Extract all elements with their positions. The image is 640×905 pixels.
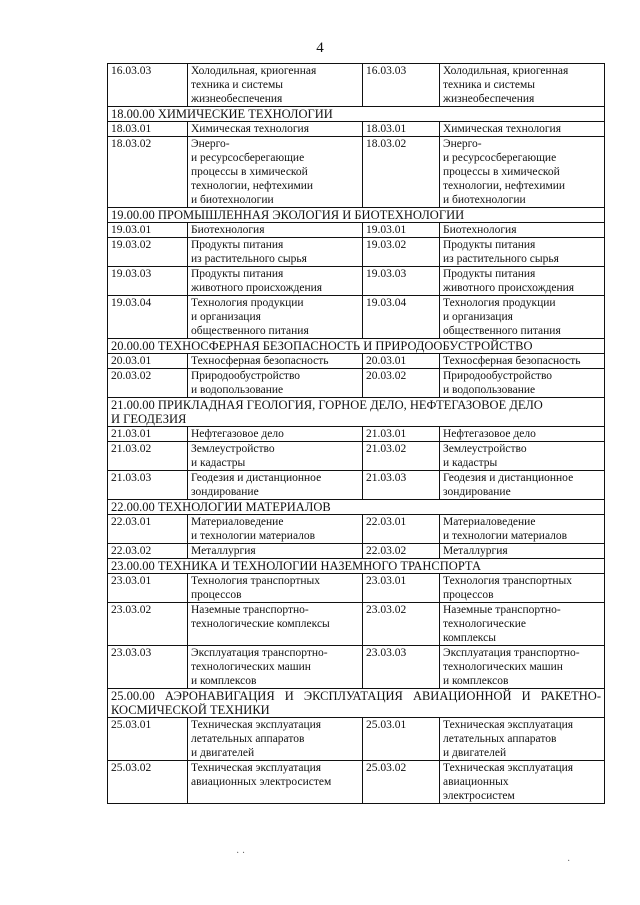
name-cell: Металлургия <box>440 544 605 559</box>
code-cell: 19.03.03 <box>108 267 188 296</box>
table-row <box>108 442 605 471</box>
code-cell: 20.03.01 <box>363 354 440 369</box>
code-cell: 16.03.03 <box>363 64 440 107</box>
code-cell: 21.03.02 <box>363 442 440 471</box>
name-cell: Техническая эксплуатация летательных аппаратов и двигателей <box>440 718 605 761</box>
group-heading-row <box>108 208 605 223</box>
code-cell: 22.03.02 <box>363 544 440 559</box>
name-cell: Техносферная безопасность <box>440 354 605 369</box>
group-heading: 20.00.00 ТЕХНОСФЕРНАЯ БЕЗОПАСНОСТЬ И ПРИРОДООБУСТРОЙСТВО <box>108 339 605 354</box>
group-heading-row <box>108 689 605 718</box>
code-cell: 23.03.01 <box>363 574 440 603</box>
name-cell: Наземные транспортно- технологические комплексы <box>188 603 363 646</box>
code-cell: 23.03.03 <box>363 646 440 689</box>
group-heading-row <box>108 398 605 427</box>
code-cell: 21.03.02 <box>108 442 188 471</box>
name-cell: Природообустройство и водопользование <box>440 369 605 398</box>
name-cell: Эксплуатация транспортно- технологических машин и комплексов <box>440 646 605 689</box>
name-cell: Техносферная безопасность <box>188 354 363 369</box>
table-row <box>108 603 605 646</box>
table-row <box>108 369 605 398</box>
code-cell: 25.03.01 <box>108 718 188 761</box>
code-cell: 18.03.02 <box>108 137 188 208</box>
code-cell: 19.03.01 <box>363 223 440 238</box>
table-row <box>108 515 605 544</box>
code-cell: 25.03.01 <box>363 718 440 761</box>
name-cell: Холодильная, криогенная техника и системы жизнеобеспечения <box>440 64 605 107</box>
name-cell: Материаловедение и технологии материалов <box>188 515 363 544</box>
table-row <box>108 122 605 137</box>
table-row <box>108 427 605 442</box>
code-cell: 25.03.02 <box>363 761 440 804</box>
name-cell: Энерго- и ресурсосберегающие процессы в химической технологии, нефтехимии и биотехнологии <box>440 137 605 208</box>
table-row <box>108 354 605 369</box>
code-cell: 16.03.03 <box>108 64 188 107</box>
name-cell: Продукты питания животного происхождения <box>188 267 363 296</box>
name-cell: Геодезия и дистанционное зондирование <box>440 471 605 500</box>
table-row <box>108 646 605 689</box>
name-cell: Химическая технология <box>188 122 363 137</box>
code-cell: 23.03.02 <box>108 603 188 646</box>
code-cell: 25.03.02 <box>108 761 188 804</box>
name-cell: Технология транспортных процессов <box>188 574 363 603</box>
group-heading: 23.00.00 ТЕХНИКА И ТЕХНОЛОГИИ НАЗЕМНОГО ТРАНСПОРТА <box>108 559 605 574</box>
group-heading: 19.00.00 ПРОМЫШЛЕННАЯ ЭКОЛОГИЯ И БИОТЕХНОЛОГИИ <box>108 208 605 223</box>
table-row <box>108 296 605 339</box>
code-cell: 18.03.01 <box>108 122 188 137</box>
code-cell: 21.03.01 <box>108 427 188 442</box>
scan-speck: · · <box>236 848 246 859</box>
code-cell: 19.03.01 <box>108 223 188 238</box>
name-cell: Наземные транспортно- технологические комплексы <box>440 603 605 646</box>
group-heading-row <box>108 559 605 574</box>
code-cell: 18.03.01 <box>363 122 440 137</box>
table-row <box>108 238 605 267</box>
table-row <box>108 471 605 500</box>
code-cell: 19.03.02 <box>108 238 188 267</box>
name-cell: Технология продукции и организация общественного питания <box>440 296 605 339</box>
name-cell: Материаловедение и технологии материалов <box>440 515 605 544</box>
page-number: 4 <box>316 40 324 56</box>
name-cell: Продукты питания из растительного сырья <box>440 238 605 267</box>
group-heading: 18.00.00 ХИМИЧЕСКИЕ ТЕХНОЛОГИИ <box>108 107 605 122</box>
code-cell: 18.03.02 <box>363 137 440 208</box>
code-cell: 20.03.02 <box>108 369 188 398</box>
specialties-table-body <box>108 64 605 804</box>
table-row <box>108 718 605 761</box>
name-cell: Биотехнология <box>440 223 605 238</box>
name-cell: Биотехнология <box>188 223 363 238</box>
name-cell: Металлургия <box>188 544 363 559</box>
table-row <box>108 574 605 603</box>
name-cell: Технология транспортных процессов <box>440 574 605 603</box>
name-cell: Энерго- и ресурсосберегающие процессы в химической технологии, нефтехимии и биотехнологии <box>188 137 363 208</box>
code-cell: 19.03.02 <box>363 238 440 267</box>
name-cell: Природообустройство и водопользование <box>188 369 363 398</box>
name-cell: Химическая технология <box>440 122 605 137</box>
name-cell: Техническая эксплуатация авиационных электросистем <box>440 761 605 804</box>
name-cell: Землеустройство и кадастры <box>440 442 605 471</box>
name-cell: Техническая эксплуатация летательных аппаратов и двигателей <box>188 718 363 761</box>
code-cell: 20.03.02 <box>363 369 440 398</box>
table-row <box>108 223 605 238</box>
name-cell: Нефтегазовое дело <box>188 427 363 442</box>
code-cell: 19.03.04 <box>363 296 440 339</box>
name-cell: Геодезия и дистанционное зондирование <box>188 471 363 500</box>
group-heading-row <box>108 500 605 515</box>
code-cell: 21.03.03 <box>363 471 440 500</box>
code-cell: 22.03.01 <box>108 515 188 544</box>
name-cell: Землеустройство и кадастры <box>188 442 363 471</box>
name-cell: Техническая эксплуатация авиационных электросистем <box>188 761 363 804</box>
group-heading: 25.00.00 АЭРОНАВИГАЦИЯ И ЭКСПЛУАТАЦИЯ АВИАЦИОННОЙ И РАКЕТНО-КОСМИЧЕСКОЙ ТЕХНИКИ <box>108 689 605 718</box>
name-cell: Продукты питания из растительного сырья <box>188 238 363 267</box>
code-cell: 21.03.03 <box>108 471 188 500</box>
name-cell: Нефтегазовое дело <box>440 427 605 442</box>
table-row <box>108 64 605 107</box>
code-cell: 23.03.01 <box>108 574 188 603</box>
table-row <box>108 137 605 208</box>
table-row <box>108 267 605 296</box>
scan-speck: · <box>567 856 571 867</box>
code-cell: 21.03.01 <box>363 427 440 442</box>
code-cell: 20.03.01 <box>108 354 188 369</box>
code-cell: 19.03.04 <box>108 296 188 339</box>
code-cell: 22.03.02 <box>108 544 188 559</box>
specialties-table <box>107 63 605 804</box>
name-cell: Эксплуатация транспортно- технологических машин и комплексов <box>188 646 363 689</box>
group-heading-row <box>108 107 605 122</box>
code-cell: 23.03.02 <box>363 603 440 646</box>
table-row <box>108 761 605 804</box>
group-heading: 22.00.00 ТЕХНОЛОГИИ МАТЕРИАЛОВ <box>108 500 605 515</box>
group-heading-row <box>108 339 605 354</box>
name-cell: Продукты питания животного происхождения <box>440 267 605 296</box>
name-cell: Технология продукции и организация общественного питания <box>188 296 363 339</box>
code-cell: 22.03.01 <box>363 515 440 544</box>
code-cell: 19.03.03 <box>363 267 440 296</box>
table-row <box>108 544 605 559</box>
group-heading: 21.00.00 ПРИКЛАДНАЯ ГЕОЛОГИЯ, ГОРНОЕ ДЕЛО, НЕФТЕГАЗОВОЕ ДЕЛО И ГЕОДЕЗИЯ <box>108 398 605 427</box>
name-cell: Холодильная, криогенная техника и системы жизнеобеспечения <box>188 64 363 107</box>
code-cell: 23.03.03 <box>108 646 188 689</box>
